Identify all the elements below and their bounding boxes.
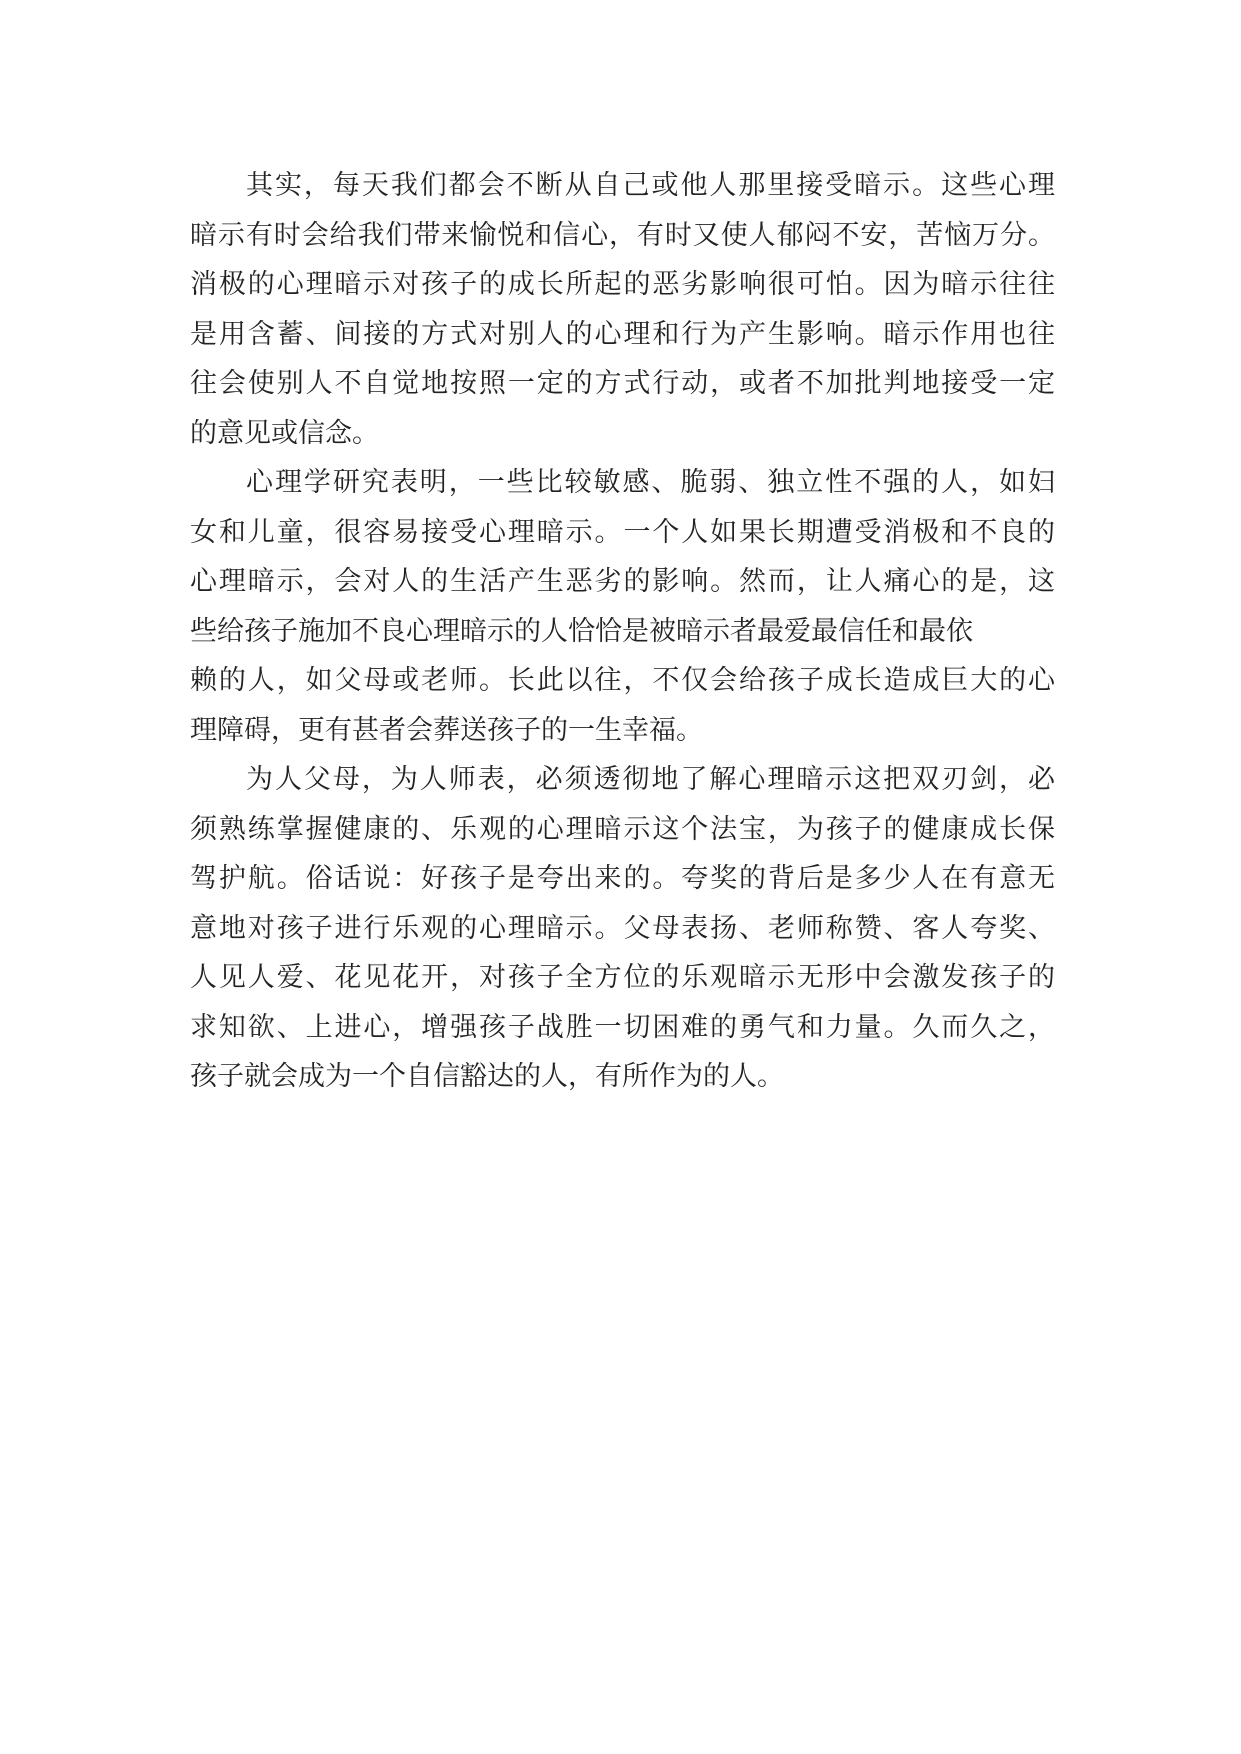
- paragraph-3: [190, 755, 1055, 1102]
- text-line: 女和儿童，很容易接受心理暗示。一个人如果长期遭受消极和不良的: [190, 516, 1055, 548]
- paragraph-2: [190, 458, 1055, 755]
- text-line: 心理暗示，会对人的生活产生恶劣的影响。然而，让人痛心的是，这: [190, 566, 1055, 597]
- text-line: 其实，每天我们都会不断从自己或他人那里接受暗示。这些心理: [246, 170, 1055, 201]
- document-body: [190, 161, 1055, 1102]
- text-line: 的意见或信念。: [190, 417, 379, 449]
- text-line: 理障碍，更有甚者会葬送孩子的一生幸福。: [190, 714, 703, 746]
- text-line: 为人父母，为人师表，必须透彻地了解心理暗示这把双刃剑，必: [246, 764, 1055, 795]
- text-line: 赖的人，如父母或老师。长此以往，不仅会给孩子成长造成巨大的心: [190, 665, 1055, 696]
- text-line: 消极的心理暗示对孩子的成长所起的恶劣影响很可怕。因为暗示往往: [190, 269, 1055, 300]
- text-line: 往会使别人不自觉地按照一定的方式行动，或者不加批判地接受一定: [190, 368, 1055, 399]
- text-line: 孩子就会成为一个自信豁达的人，有所作为的人。: [190, 1061, 784, 1092]
- text-line: 心理学研究表明，一些比较敏感、脆弱、独立性不强的人，如妇: [246, 467, 1055, 498]
- text-line: 些给孩子施加不良心理暗示的人恰恰是被暗示者最爱最信任和最依: [190, 615, 973, 647]
- text-line: 暗示有时会给我们带来愉悦和信心，有时又使人郁闷不安，苦恼万分。: [190, 219, 1055, 251]
- text-line: 是用含蓄、间接的方式对别人的心理和行为产生影响。暗示作用也往: [190, 318, 1055, 350]
- text-line: 人见人爱、花见花开，对孩子全方位的乐观暗示无形中会激发孩子的: [190, 962, 1055, 993]
- text-line: 意地对孩子进行乐观的心理暗示。父母表扬、老师称赞、客人夸奖、: [190, 912, 1055, 944]
- paragraph-1: [190, 161, 1055, 458]
- text-line: 须熟练掌握健康的、乐观的心理暗示这个法宝，为孩子的健康成长保: [190, 813, 1055, 845]
- text-line: 求知欲、上进心，增强孩子战胜一切困难的勇气和力量。久而久之，: [190, 1011, 1055, 1043]
- text-line: 驾护航。俗话说：好孩子是夸出来的。夸奖的背后是多少人在有意无: [190, 863, 1055, 894]
